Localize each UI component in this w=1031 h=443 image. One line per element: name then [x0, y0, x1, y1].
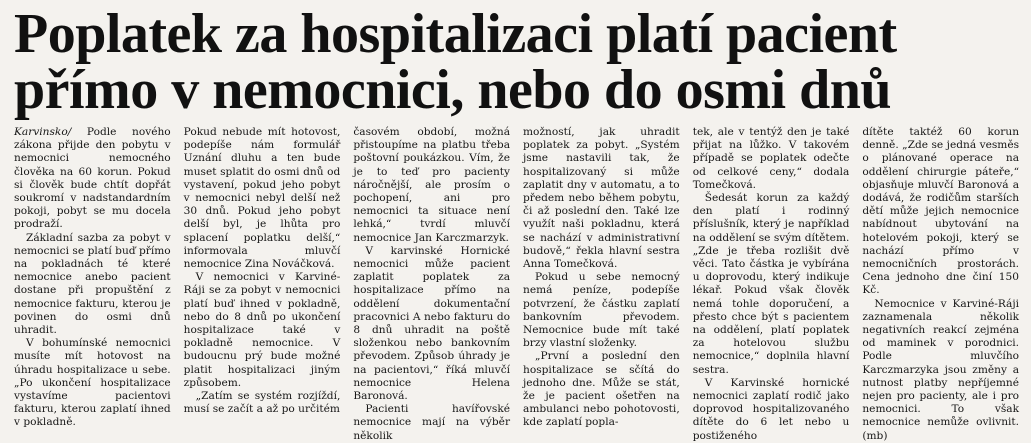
- headline-line-1: Poplatek za hospitalizaci platí pacient: [14, 3, 897, 65]
- paragraph: [14, 126, 171, 232]
- paragraph: V Karvinské hornické nemocnici zaplatí rodič jako doprovod hospitalizovaného dítěte do 6 let nebo u postiženého: [692, 376, 850, 442]
- paragraph: Pokud u sebe nemocný nemá peníze, podepíše potvrzení, že částku zaplatí bankovním převodem. Nemocnice bude mít také brzy vlastní složenky.: [523, 271, 680, 350]
- dateline: Karvinsko/: [14, 126, 72, 138]
- paragraph: V bohumínské nemocnici musíte mít hotovost na úhradu hospitalizace u sebe. „Po ukončení hospitalizace vystavíme pacientovi fakturu, kterou zaplatí ihned v pokladně.: [14, 337, 171, 429]
- column-3: [353, 126, 511, 442]
- article-body: [14, 126, 1020, 442]
- paragraph: Nemocnice v Karviné-Ráji zaznamenala několik negativních reakcí zejména od maminek v porodnici. Podle mluvčího Karczmarzyka jsou změny a nutnost platby nepříjemné nejen pro pacienty, ale i pro nemocnici. To však nemocnice nemůže ovlivnit. (mb): [862, 297, 1020, 442]
- paragraph: Pokud nebude mít hotovost, podepíše nám formulář Uznání dluhu a ten bude muset splatit do osmi dnů od vystavení, pokud jeho pobyt v nemocnici nebyl delší než 30 dnů. Pokud jeho pobyt delší byl, je lhůta pro splacení poplatku delší,“ informovala mluvčí nemocnice Zina Nováčková.: [183, 126, 341, 271]
- paragraph: Pacienti havířovské nemocnice mají na výběr několik: [353, 403, 511, 442]
- paragraph: V nemocnici v Karviné-Ráji se za pobyt v nemocnici platí buď ihned v pokladně, nebo do 8 dnů po ukončení hospitalizace také v pokladně nemocnice. V budoucnu prý bude možné platit hospitalizaci jiným způsobem.: [183, 271, 341, 389]
- headline-line-2: přímo v nemocnici, nebo do osmi dnů: [14, 59, 892, 121]
- paragraph: dítěte taktéž 60 korun denně. „Zde se jedná vesměs o plánované operace na oddělení chirurgie páteře,“ objasňuje mluvčí Baronová a dodává, že rodičům starších dětí může jejich nemocnice nabídnout ubytování na hotelovém pokoji, který se nachází přímo v nemocničních prostorách. Cena jednoho dne činí 150 Kč.: [862, 126, 1020, 297]
- article-headline: [14, 3, 1019, 121]
- paragraph: Základní sazba za pobyt v nemocnici se platí buď přímo na pokladnách té které nemocnice anebo pacient dostane při propuštění z nemocnice fakturu, kterou je povinen do osmi dnů uhradit.: [14, 231, 171, 337]
- paragraph: tek, ale v tentýž den je také přijat na lůžko. V takovém případě se poplatek odečte od celkové ceny,“ dodala Tomečková.: [692, 126, 850, 191]
- paragraph: časovém období, možná přistoupíme na platbu třeba poštovní poukázkou. Vím, že je to teď pro pacienty náročnější, ale prosím o pochopení, ani pro nemocnici ta situace není lehká,“ tvrdí mluvčí nemocnice Jan Karczmarzyk.: [353, 126, 511, 244]
- column-4: [523, 126, 680, 429]
- paragraph: Šedesát korun za každý den platí i rodinný příslušník, který je například na oddělení se svým dítětem. „Zde je třeba rozlišit dvě věci. Tato částka je vybírána u doprovodu, který indikuje lékař. Pokud však člověk nemá tohle doporučení, a přesto chce být s pacientem na oddělení, platí poplatek za hotelovou službu nemocnice,“ doplnila hlavní sestra.: [692, 192, 850, 376]
- column-6: [862, 126, 1020, 442]
- paragraph: V karvinské Hornické nemocnici může pacient zaplatit poplatek za hospitalizace přímo na oddělení dokumentační pracovnici A nebo fakturu do 8 dnů uhradit na poště složenkou nebo bankovním převodem. Způsob úhrady je na pacientovi,“ říká mluvčí nemocnice Helena Baronová.: [353, 244, 511, 403]
- paragraph: možností, jak uhradit poplatek za pobyt. „Systém jsme nastavili tak, že hospitalizovaný si může zaplatit dny v automatu, a to předem nebo během pobytu, či až poslední den. Také lze využít naši pokladnu, která se nachází v administrativní budově,“ řekla hlavní sestra Anna Tomečková.: [523, 126, 680, 271]
- paragraph-text: Podle nového zákona přijde den pobytu v nemocnici nemocného člověka na 60 korun. Pokud si člověk bude chtít dopřát soukromí v nadstandardním pokoji, pobyt se mu docela prodraží.: [14, 126, 171, 231]
- paragraph: „První a poslední den hospitalizace se sčítá do jednoho dne. Může se stát, že je pacient ošetřen na ambulanci nebo pohotovosti, kde zaplatí popla-: [523, 350, 680, 429]
- column-5: [692, 126, 850, 442]
- column-2: [183, 126, 341, 416]
- paragraph: „Zatím se systém rozjíždí, musí se začít a až po určitém: [183, 390, 341, 416]
- column-1: [14, 126, 171, 429]
